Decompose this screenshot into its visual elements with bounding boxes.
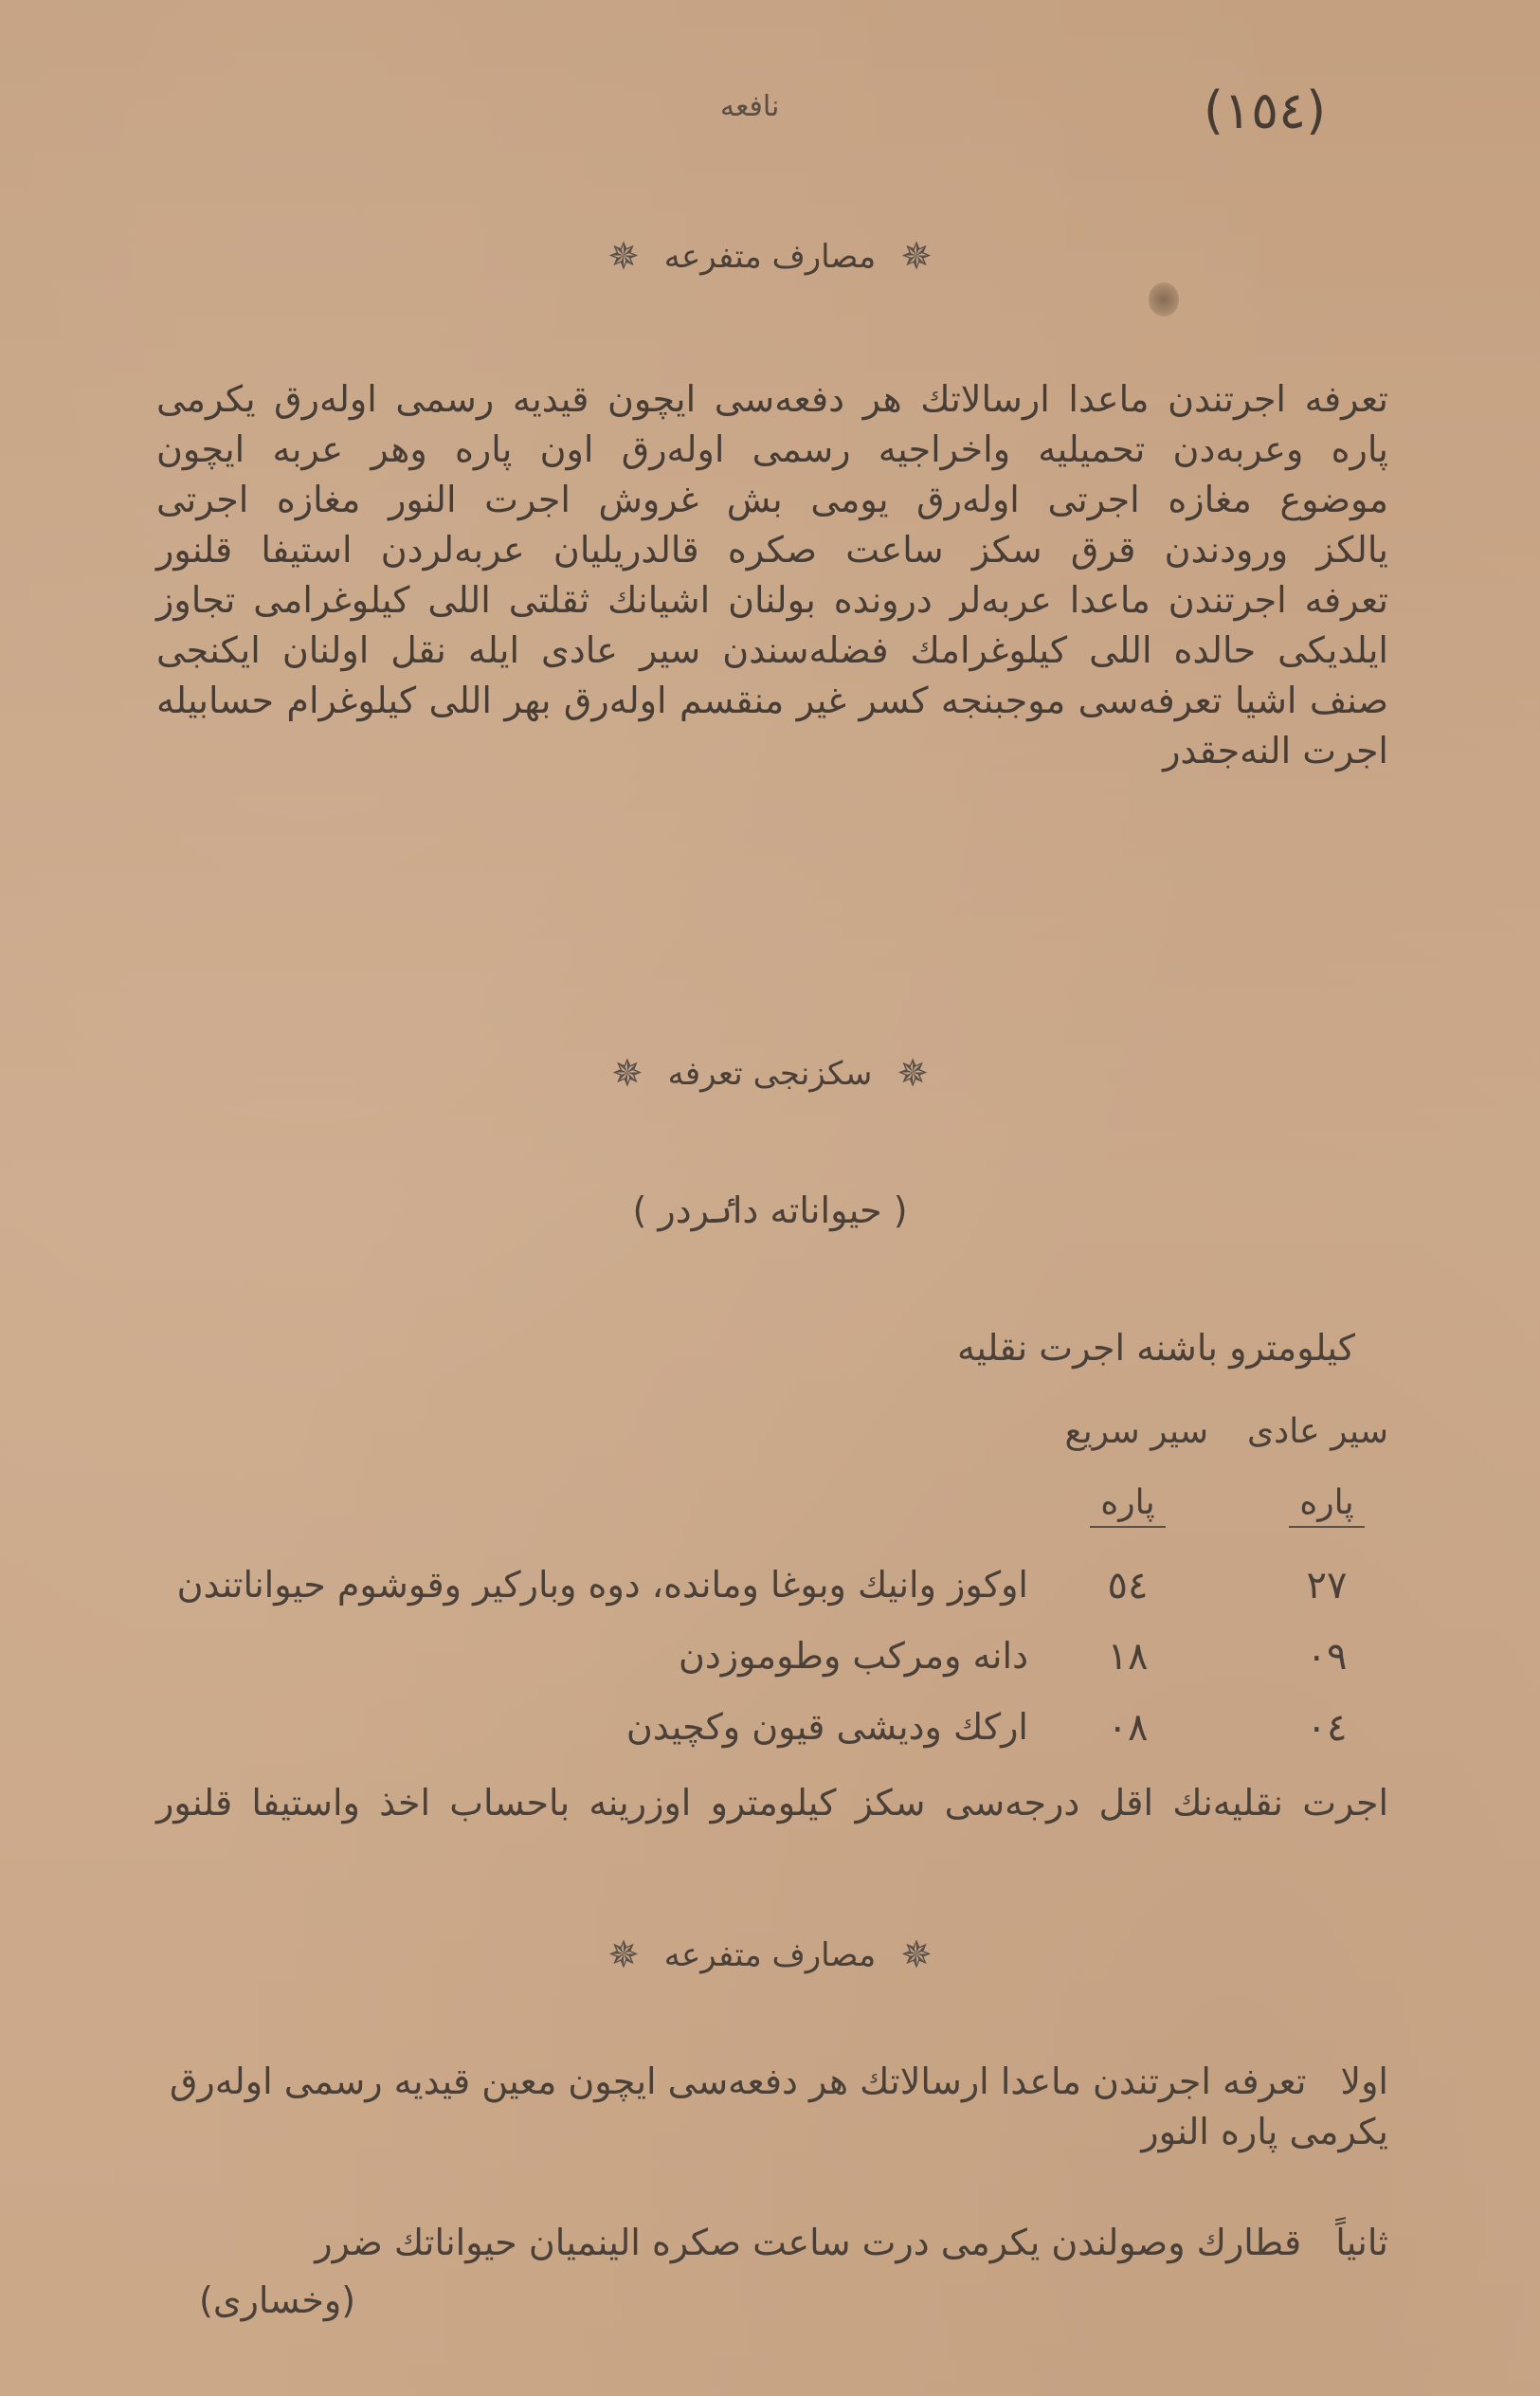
ornament-icon: ✵ bbox=[607, 1933, 640, 1977]
text-line: پاره وعربه‌دن تحمیلیه واخراجیه رسمی اوله‌رق اون پاره وهر عربه ایچون bbox=[156, 428, 1388, 470]
text-line: اجرت النه‌جقدر bbox=[1163, 730, 1388, 771]
text-line: تعرفه اجرتندن ماعدا عربه‌لر درونده بولنان اشیانك ثقلتی اللی کیلوغرامی تجاوز bbox=[156, 579, 1388, 621]
express-rate: ٠٨ bbox=[1107, 1706, 1149, 1750]
animal-description: اوکوز وانیك وبوغا ومانده، دوه وبارکیر وقوشوم حیواناتندن bbox=[176, 1564, 1028, 1606]
list-text: یکرمی پاره النور bbox=[1141, 2111, 1388, 2152]
ordinary-rate: ٠٤ bbox=[1306, 1706, 1348, 1750]
ordinary-rate: ٠٩ bbox=[1306, 1635, 1348, 1679]
column-header-ordinary: سیر عادی bbox=[1247, 1412, 1388, 1451]
ornament-icon: ✵ bbox=[897, 1052, 929, 1096]
page-number: (١٥٤) bbox=[1204, 81, 1327, 140]
column-unit-ordinary: پاره bbox=[1289, 1483, 1365, 1528]
ordinary-rate: ٢٧ bbox=[1306, 1564, 1348, 1607]
table-row bbox=[0, 1564, 1540, 1621]
section-heading-misc-expenses-2 bbox=[0, 1933, 1540, 1977]
paragraph-misc-expenses bbox=[156, 374, 1388, 776]
text-line: یالکز ورودندن قرق سکز ساعت صکره قالدریلیان عربه‌لردن استیفا قلنور bbox=[156, 529, 1388, 571]
list-marker: اولا bbox=[1340, 2060, 1388, 2102]
ornament-icon: ✵ bbox=[900, 1933, 933, 1977]
running-head: نافعه bbox=[720, 90, 780, 123]
animal-description: دانه ومرکب وطوموزدن bbox=[678, 1635, 1028, 1677]
ink-spot bbox=[1149, 282, 1179, 317]
list-item-second bbox=[156, 2218, 1388, 2268]
list-continuation: (وخساری) bbox=[199, 2279, 356, 2321]
table-row bbox=[0, 1706, 1540, 1763]
ornament-icon: ✵ bbox=[900, 235, 933, 279]
text-line: تعرفه اجرتندن ماعدا ارسالاتك هر دفعه‌سی ایچون قیدیه رسمی اوله‌رق یکرمی bbox=[156, 378, 1388, 420]
list-item-first bbox=[156, 2057, 1388, 2157]
heading-text: مصارف متفرعه bbox=[663, 238, 877, 276]
text-line: صنف اشیا تعرفه‌سی موجبنجه کسر غیر منقسم اوله‌رق بهر اللی کیلوغرام حسابیله bbox=[156, 680, 1388, 721]
list-text: قطارك وصولندن یکرمی درت ساعت صکره الینمیان حیواناتك ضرر bbox=[315, 2222, 1302, 2263]
animal-description: ارکك ودیشی قیون وکچیدن bbox=[625, 1706, 1028, 1748]
column-unit-express: پاره bbox=[1090, 1483, 1166, 1528]
heading-text: سکزنجی تعرفه bbox=[667, 1055, 873, 1093]
ornament-icon: ✵ bbox=[607, 235, 640, 279]
table-note: اجرت نقلیه‌نك اقل درجه‌سی سکز کیلومترو اوزرینه باحساب اخذ واستیفا قلنور bbox=[156, 1782, 1388, 1824]
table-title: کیلومترو باشنه اجرت نقلیه bbox=[957, 1327, 1355, 1369]
table-row bbox=[0, 1635, 1540, 1692]
express-rate: ٥٤ bbox=[1107, 1564, 1149, 1607]
section-heading-misc-expenses bbox=[0, 235, 1540, 279]
section-heading-eighth-tariff bbox=[0, 1052, 1540, 1096]
express-rate: ١٨ bbox=[1107, 1635, 1149, 1679]
heading-text: مصارف متفرعه bbox=[663, 1936, 877, 1974]
ornament-icon: ✵ bbox=[611, 1052, 643, 1096]
list-text: تعرفه اجرتندن ماعدا ارسالاتك هر دفعه‌سی ایچون معین قیدیه رسمی اوله‌رق bbox=[169, 2060, 1307, 2102]
text-line: ایلدیکی حالده اللی کیلوغرامك فضله‌سندن سیر عادی ایله نقل اولنان ایکنجی bbox=[156, 629, 1388, 671]
text-line: موضوع مغازه اجرتی اوله‌رق یومی بش غروش اجرت النور مغازه اجرتی bbox=[156, 479, 1388, 520]
column-header-express: سیر سریع bbox=[1064, 1412, 1208, 1451]
list-marker: ثانیاً bbox=[1335, 2222, 1388, 2263]
subheading-animals: ( حیواناته داٸردر ) bbox=[632, 1189, 908, 1231]
